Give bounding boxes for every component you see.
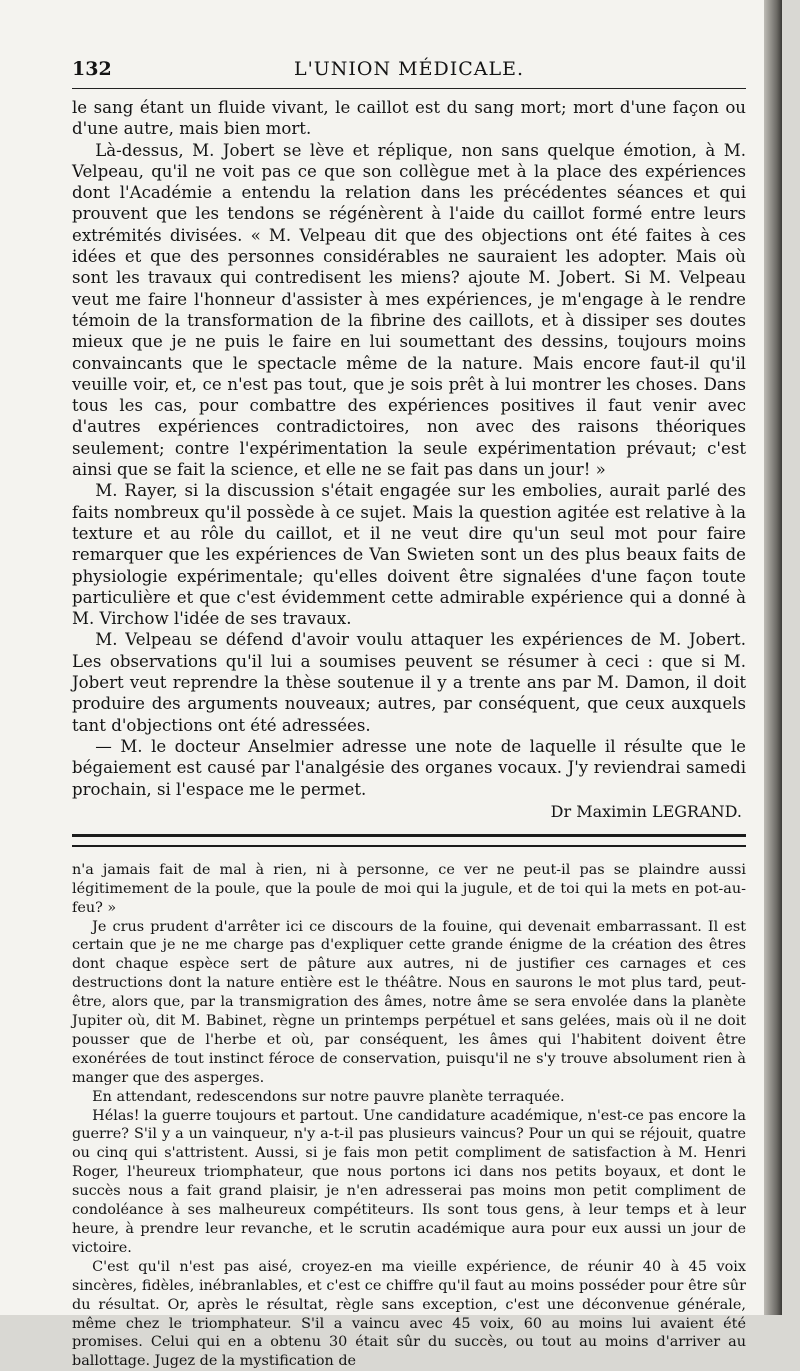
- feuilleton-paragraph: Hélas! la guerre toujours et partout. Une candidature académique, n'est-ce pas encore la guerre? S'il y a un vainqueur, n'y a-t-il pas plusieurs vaincus? Pour un qui se réjouit, quatre ou cinq qui s'attristent. Aussi, si je fais mon petit compliment de satisfaction à M. Henri Roger, l'heureux triomphateur, que nous portons ici dans nos petits boyaux, et dont le succès nous a fait grand plaisir, je n'en adresserai pas moins mon petit compliment de condoléance à ses malheureux compétiteurs. Ils sont tous gens, à leur temps et à leur heure, à prendre leur revanche, et le scrutin académique aura pour eux aussi un jour de victoire.: [72, 1107, 746, 1256]
- author-signature: Dr Maximin LEGRAND.: [550, 801, 742, 821]
- article-paragraph: le sang étant un fluide vivant, le caillot est du sang mort; mort d'une façon ou d'une autre, mais bien mort.: [72, 98, 746, 139]
- article-paragraph: Là-dessus, M. Jobert se lève et réplique, non sans quelque émotion, à M. Velpeau, qu'il ne voit pas ce que son collègue met à la place des expériences dont l'Académie a entendu la relation dans les précédentes séances et qui prouvent que les tendons se régénèrent à l'aide du caillot formé entre leurs extrémités divisées. « M. Velpeau dit que des objections ont été faites à ces idées et que des personnes considérables ne sauraient les adopter. Mais où sont les travaux qui contredisent les miens? ajoute M. Jobert. Si M. Velpeau veut me faire l'honneur d'assister à mes expériences, je m'engage à le rendre témoin de la transformation de la fibrine des caillots, et à dissiper ses doutes mieux que je ne puis le faire en lui soumettant des dessins, toujours moins convaincants que le spectacle même de la nature. Mais encore faut-il qu'il veuille voir, et, ce n'est pas tout, que je sois prêt à lui montrer les choses. Dans tous les cas, pour combattre des expériences positives il faut venir avec d'autres expériences contradictoires, non avec des raisons théoriques seulement; contre l'expérimentation la seule expérimentation prévaut; c'est ainsi que se fait la science, et elle ne se fait pas dans un jour! »: [72, 140, 746, 480]
- article-paragraph: M. Velpeau se défend d'avoir voulu attaquer les expériences de M. Jobert. Les observations qu'il lui a soumises peuvent se résumer à ceci : que si M. Jobert veut reprendre la thèse soutenue il y a trente ans par M. Damon, il doit produire des arguments nouveaux; autres, par conséquent, que ceux auxquels tant d'objections ont été adressées.: [72, 630, 746, 735]
- feuilleton-body: [72, 861, 746, 1371]
- article-paragraph: — M. le docteur Anselmier adresse une note de laquelle il résulte que le bégaiement est causé par l'analgésie des organes vocaux. J'y reviendrai samedi prochain, si l'espace me le permet.: [72, 736, 746, 799]
- page-number: 132: [72, 58, 112, 80]
- feuilleton-paragraph: En attendant, redescendons sur notre pauvre planète terraquée.: [92, 1088, 565, 1105]
- page-header: [72, 48, 746, 89]
- running-title: L'UNION MÉDICALE.: [293, 58, 525, 80]
- feuilleton-paragraph: C'est qu'il n'est pas aisé, croyez-en ma vieille expérience, de réunir 40 à 45 voix sincères, fidèles, inébranlables, et c'est ce chiffre qu'il faut au moins posséder pour être sûr du résultat. Or, après le résultat, règle sans exception, c'est une déconvenue générale, même chez le triomphateur. S'il a vaincu avec 45 voix, 60 au moins lui avaient été promises. Celui qui en a obtenu 30 était sûr du succès, ou tout au moins d'arriver au ballottage. Jugez de la mystification de: [72, 1258, 746, 1370]
- feuilleton-paragraph: Je crus prudent d'arrêter ici ce discours de la fouine, qui devenait embarrassant. Il est certain que je ne me charge pas d'expliquer cette grande énigme de la création des êtres dont chaque espèce sert de pâture aux autres, ni de justifier ces carnages et ces destructions dont la nature entière est le théâtre. Nous en saurons le mot plus tard, peut-être, alors que, par la transmigration des âmes, notre âme se sera envolée dans la planète Jupiter où, dit M. Babinet, règne un printemps perpétuel et sans gelées, mais où il ne doit pousser que de l'herbe et où, par conséquent, les âmes qui l'habitent doivent être exonérées de tout instinct féroce de conservation, puisqu'il ne s'y trouve absolument rien à manger que des asperges.: [72, 918, 746, 1086]
- article-paragraph: M. Rayer, si la discussion s'était engagée sur les embolies, aurait parlé des faits nombreux qu'il possède à ce sujet. Mais la question agitée est relative à la texture et au rôle du caillot, et il ne veut dire qu'un seul mot pour faire remarquer que les expériences de Van Swieten sont un des plus beaux faits de physiologie expérimentale; qu'elles doivent être signalées d'une façon toute particulière et que c'est évidemment cette admirable expérience qui a donné à M. Virchow l'idée de ses travaux.: [72, 481, 746, 629]
- book-spine-shadow: [764, 0, 782, 1315]
- feuilleton-separator: [72, 834, 746, 847]
- feuilleton-paragraph: n'a jamais fait de mal à rien, ni à personne, ce ver ne peut-il pas se plaindre aussi légitimement de la poule, que la poule de moi qui la jugule, et de toi qui la mets en pot-au-feu? »: [72, 861, 746, 916]
- article-body: [72, 97, 746, 824]
